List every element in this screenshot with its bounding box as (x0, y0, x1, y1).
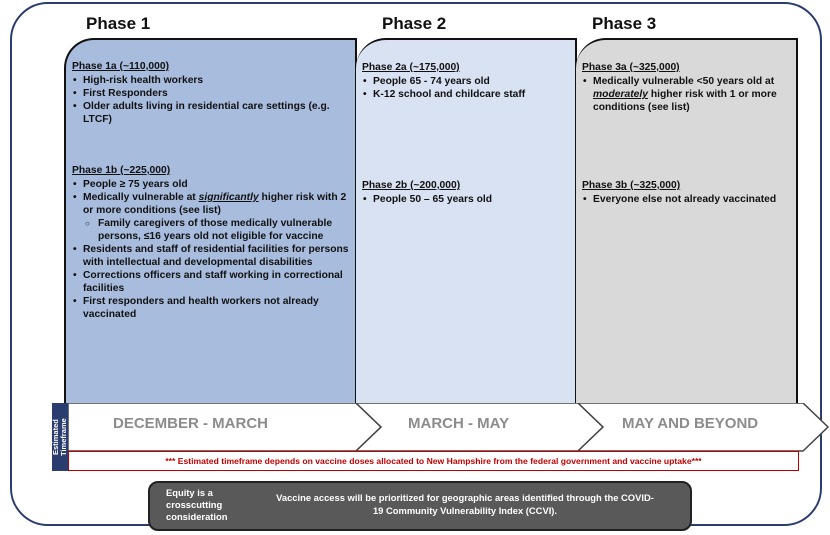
phase-1b-item: • Residents and staff of residential facilities for persons with intellectual and developmental disabilities (72, 243, 351, 269)
phase-3a-group (582, 61, 792, 114)
text-segment: higher risk with 1 or more conditions (see list) (593, 89, 777, 113)
phase-3b-heading: Phase 3b (~325,000) (582, 180, 681, 191)
timeframe-note: *** Estimated timeframe depends on vaccine doses allocated to New Hampshire from the federal government and vaccine uptake*** (68, 451, 799, 471)
phase-1a-heading: Phase 1a (~110,000) (72, 61, 170, 72)
phase-3-panel (576, 38, 798, 403)
emphasis-text: significantly (198, 192, 259, 203)
phase-2b-item: • People 50 – 65 years old (362, 193, 571, 206)
phase-1b-item: • Corrections officers and staff working in correctional facilities (72, 269, 351, 295)
phase-1b-item (72, 191, 351, 217)
period-december-march: DECEMBER - MARCH (113, 415, 268, 432)
phase-2-panel (356, 38, 577, 403)
phase-3b-group (582, 179, 792, 206)
phase-1b-subitem: ○ Family caregivers of those medically vulnerable persons, ≤16 years old not eligible for vaccine (72, 217, 351, 243)
phase-1-panel (64, 38, 357, 403)
phase-3b-item: • Everyone else not already vaccinated (582, 193, 792, 206)
phase-1a-group (72, 60, 351, 126)
equity-label: Equity is a crosscutting consideration (166, 487, 228, 522)
period-march-may: MARCH - MAY (408, 415, 510, 432)
equity-statement: Vaccine access will be prioritized for geographic areas identified through the COVID-19 Community Vulnerability Index (CCVI). (276, 492, 654, 516)
emphasis-text: moderately (593, 89, 648, 100)
phase-1a-item: • Older adults living in residential care settings (e.g. LTCF) (72, 100, 351, 126)
phase-2a-item: • People 65 - 74 years old (362, 75, 571, 88)
phase-1a-item: • First Responders (72, 87, 351, 100)
phase-2b-group (362, 179, 571, 206)
phase-1b-item: • People ≥ 75 years old (72, 178, 351, 191)
phase-1-title: Phase 1 (86, 14, 151, 33)
period-may-beyond: MAY AND BEYOND (622, 415, 759, 432)
phase-3-title: Phase 3 (592, 14, 657, 33)
phase-3a-heading: Phase 3a (~325,000) (582, 62, 680, 73)
phase-2b-heading: Phase 2b (~200,000) (362, 180, 461, 191)
timeframe-label: Estimated Timeframe (52, 403, 68, 471)
phase-1a-item: • High-risk health workers (72, 74, 351, 87)
phase-2a-item: • K-12 school and childcare staff (362, 88, 571, 101)
phase-1b-group (72, 164, 351, 321)
phase-2-title: Phase 2 (382, 14, 447, 33)
text-segment: Medically vulnerable at (83, 192, 199, 203)
phase-2a-heading: Phase 2a (~175,000) (362, 62, 460, 73)
phase-3a-item (582, 75, 792, 114)
phase-1b-item: • First responders and health workers not already vaccinated (72, 295, 351, 321)
phase-2a-group (362, 61, 571, 101)
text-segment: higher risk with 2 or more conditions (see list) (83, 192, 347, 216)
phase-1b-heading: Phase 1b (~225,000) (72, 165, 171, 176)
text-segment: Medically vulnerable <50 years old at (593, 76, 775, 87)
equity-box (148, 481, 692, 531)
